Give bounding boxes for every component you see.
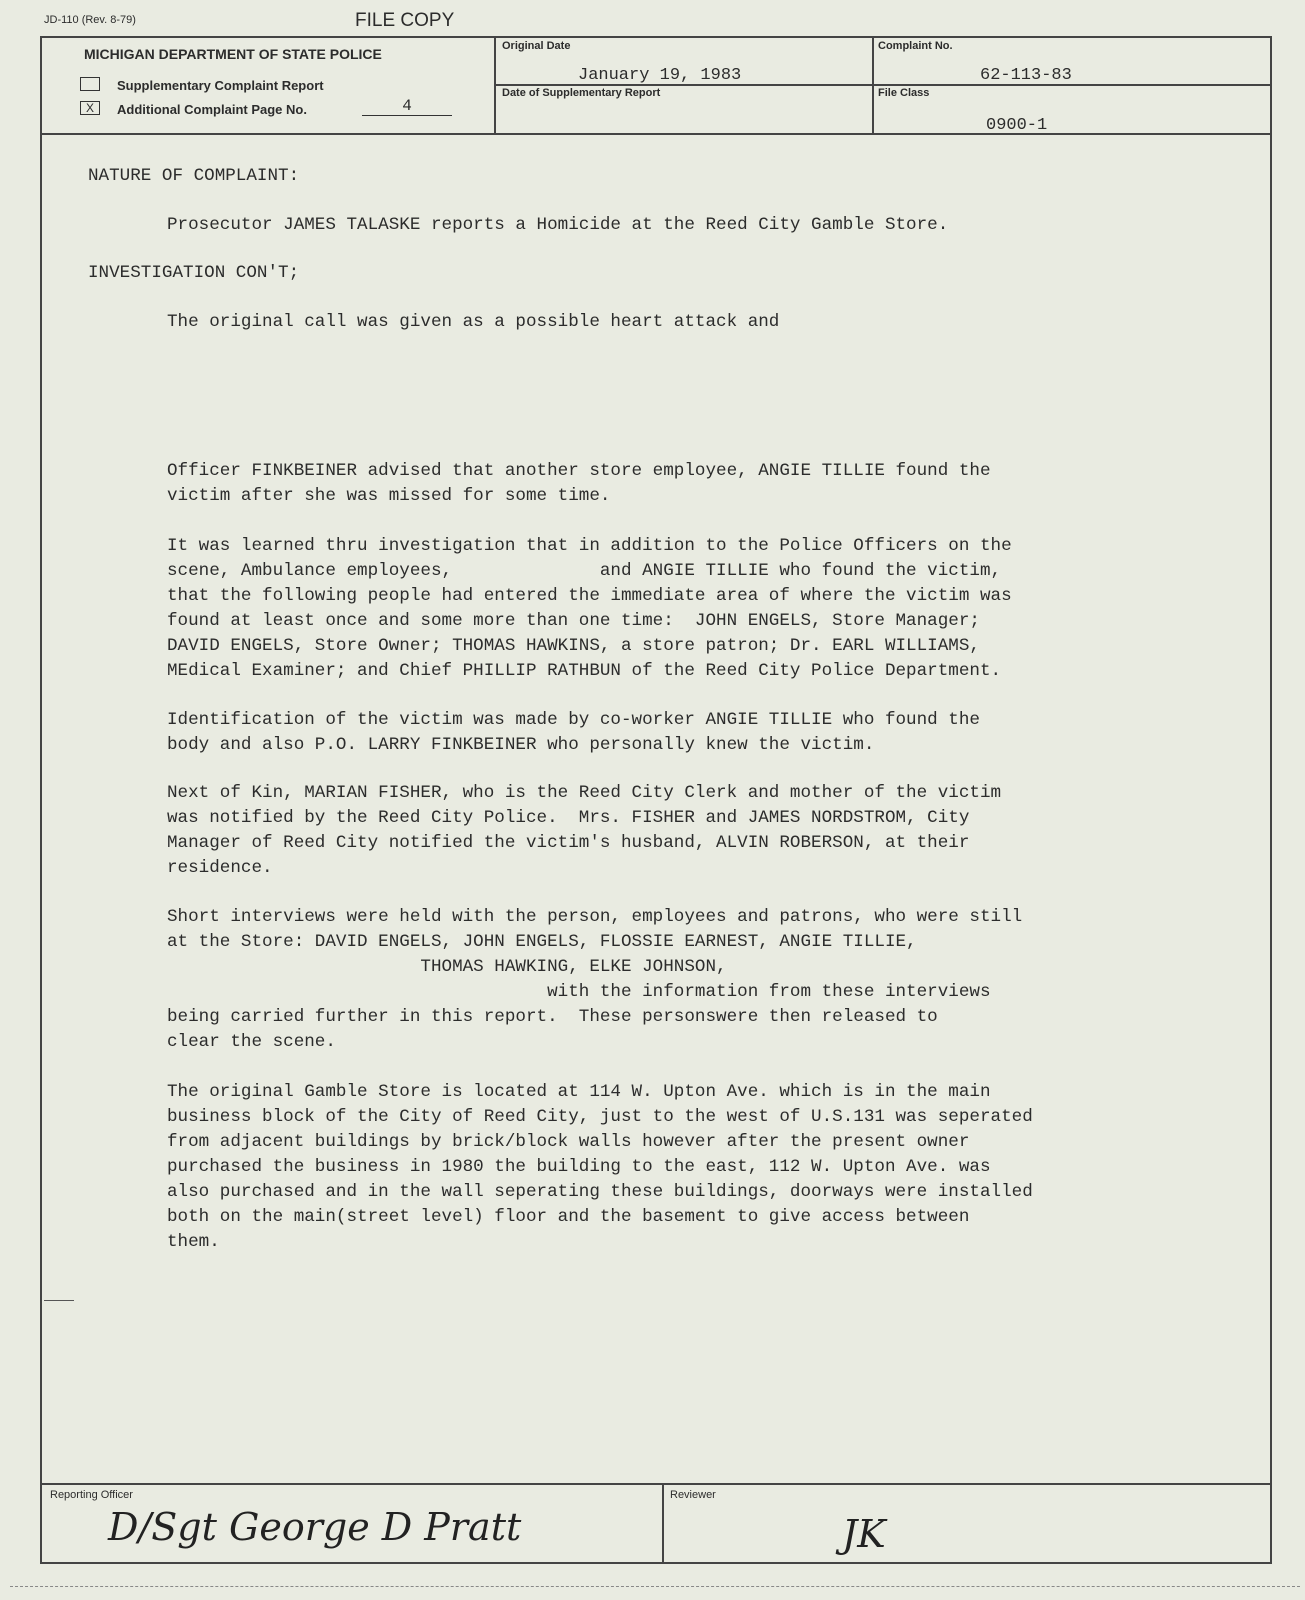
file-class-label: File Class: [878, 87, 930, 99]
file-copy-label: FILE COPY: [355, 10, 455, 31]
nature-text: Prosecutor JAMES TALASKE reports a Homicide at the Reed City Gamble Store.: [167, 215, 949, 235]
paragraph: The original call was given as a possible heart attack and: [167, 312, 780, 332]
supplementary-checkbox-label: Supplementary Complaint Report: [117, 78, 324, 93]
paragraph: Identification of the victim was made by co-worker ANGIE TILLIE who found the body and also P.O. LARRY FINKBEINER who personally knew the victim.: [167, 710, 980, 755]
reporting-officer-label: Reporting Officer: [50, 1489, 133, 1501]
paragraph: Short interviews were held with the person, employees and patrons, who were still at the Store: DAVID ENGELS, JOHN ENGELS, FLOSSIE EARNEST, ANGIE TILLIE, THOMAS HAWKING, ELKE JOHNSON, with the information from these interviews being carried further in this report. These personswere then released to clear the scene.: [167, 907, 1023, 1052]
nature-heading: NATURE OF COMPLAINT:: [88, 166, 300, 186]
margin-tick: [44, 1300, 74, 1301]
original-date-value: January 19, 1983: [578, 66, 742, 85]
page-number: 4: [362, 97, 452, 116]
paragraph: Next of Kin, MARIAN FISHER, who is the Reed City Clerk and mother of the victim was notified by the Reed City Police. Mrs. FISHER and JAMES NORDSTROM, City Manager of Reed City notified the victim's husband, ALVIN ROBERSON, at their residence.: [167, 783, 1002, 878]
complaint-no-label: Complaint No.: [878, 40, 953, 52]
footer-rule: [40, 1483, 1272, 1485]
form-number: JD-110 (Rev. 8-79): [44, 14, 136, 26]
additional-page-checkbox[interactable]: X: [80, 101, 100, 115]
footer-divider: [662, 1483, 664, 1563]
original-date-label: Original Date: [502, 40, 571, 52]
header-bottom-rule: [40, 133, 1272, 135]
page-bottom-rule: [10, 1586, 1300, 1587]
supplementary-date-label: Date of Supplementary Report: [502, 87, 661, 99]
supplementary-checkbox[interactable]: [80, 77, 100, 91]
paragraph: The original Gamble Store is located at 114 W. Upton Ave. which is in the main business block of the City of Reed City, just to the west of U.S.131 was seperated from adjacent buildings by brick/block walls however after the present owner purchased the business in 1980 the building to the east, 112 W. Upton Ave. was also purchased and in the wall seperating these buildings, doorways were installed both on the main(street level) floor and the basement to give access between them.: [167, 1082, 1033, 1252]
agency-name: MICHIGAN DEPARTMENT OF STATE POLICE: [84, 46, 382, 62]
investigation-heading: INVESTIGATION CON'T;: [88, 263, 300, 283]
reporting-officer-signature: D/Sgt George D Pratt: [108, 1505, 522, 1549]
reviewer-initials: JK: [842, 1512, 886, 1556]
paragraph: It was learned thru investigation that in addition to the Police Officers on the scene, Ambulance employees, and ANGIE TILLIE who found the victim, that the following people had entered the immediate area of where the victim was found at least once and some more than one time: JOHN ENGELS, Store Manager; DAVID ENGELS, Store Owner; THOMAS HAWKINS, a store patron; Dr. EARL WILLIAMS, MEdical Examiner; and Chief PHILLIP RATHBUN of the Reed City Police Department.: [167, 536, 1012, 681]
complaint-no-value: 62-113-83: [980, 66, 1072, 85]
reviewer-label: Reviewer: [670, 1489, 716, 1501]
paragraph: Officer FINKBEINER advised that another store employee, ANGIE TILLIE found the victim after she was missed for some time.: [167, 461, 991, 506]
file-class-value: 0900-1: [986, 116, 1048, 135]
additional-page-checkbox-label: Additional Complaint Page No.: [117, 102, 307, 117]
